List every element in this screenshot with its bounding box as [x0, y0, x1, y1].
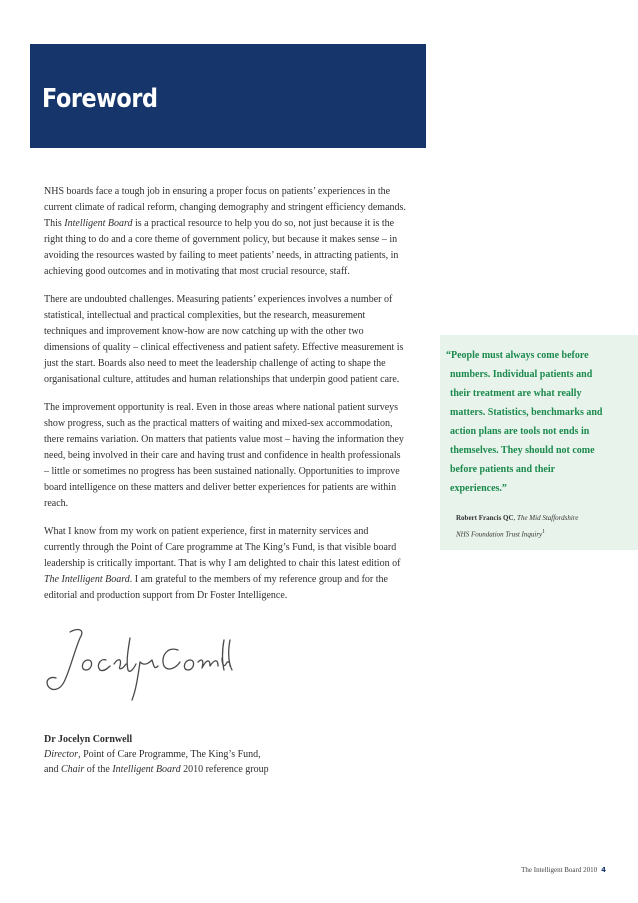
quote-sidebar	[440, 335, 638, 550]
paragraph-3: The improvement opportunity is real. Even in those areas where national patient surveys show progress, such as the practical matters of waiting and mixed-sex accommodation, there remains variation. On matters that patients value most – having the information they need, being involved in their care and having trust and confidence in health professionals – little or sometimes no progress has been sustained nationally. Opportunities to improve board intelligence on these matters and deliver better experiences for patients are within reach.	[44, 402, 404, 509]
page-footer	[486, 866, 606, 874]
p4-emphasis: The Intelligent Board	[44, 574, 130, 585]
page-number: 4	[601, 866, 606, 874]
handwritten-signature	[36, 620, 236, 704]
footnote-marker: 1	[542, 529, 546, 535]
page-title: Foreword	[42, 84, 158, 114]
attribution-separator: ,	[513, 514, 518, 522]
pull-quote: “People must always come before numbers. Individual patients and their treatment are what really matters. Statistics, benchmarks and action plans are tools not ends in themselves. They should not come before patients and their experiences.”	[446, 350, 603, 494]
body-text	[44, 184, 406, 616]
signer-block	[44, 732, 344, 777]
attribution-source-1: The Mid Staffordshire	[517, 514, 579, 522]
signer-title-line-1	[44, 747, 344, 762]
signer-of-the: of the	[84, 764, 113, 775]
signer-org: , Point of Care Programme, The King’s Fund,	[78, 749, 261, 760]
p4-text-b: . I am grateful to the members of my reference group and for the editorial and production support from Dr Foster Intelligence.	[44, 574, 388, 601]
signer-title-line-2	[44, 762, 344, 777]
signer-group: 2010 reference group	[180, 764, 269, 775]
paragraph-4	[44, 524, 406, 604]
p4-text-a: What I know from my work on patient experience, first in maternity services and currently through the Point of Care programme at The King’s Fund, is that visible board leadership is critically important. That is why I am delighted to chair this latest edition of	[44, 526, 401, 569]
attribution-name: Robert Francis QC	[456, 514, 514, 522]
signer-role: Director	[44, 749, 79, 760]
title-banner	[30, 44, 426, 148]
signer-name: Dr Jocelyn Cornwell	[44, 734, 133, 745]
quote-attribution	[456, 511, 632, 541]
p1-text-b: is a practical resource to help you do so, not just because it is the right thing to do and a core theme of government policy, but because it makes sense – in avoiding the resources wasted by failing to meet patients’ needs, in attracting patients, in achieving good outcomes and in motivating that most crucial resource, staff.	[44, 218, 399, 277]
signer-and: and	[44, 764, 61, 775]
paragraph-2: There are undoubted challenges. Measuring patients’ experiences involves a number of statistical, intellectual and practical complexities, but the research, measurement techniques and improvement know-how are now catching up with the other two dimensions of quality – clinical effectiveness and patient safety. Effective measurement is just the start. Boards also need to meet the leadership challenge of acting to shape the organisational culture, attitudes and human relationships that underpin good patient care.	[44, 294, 404, 385]
p1-emphasis: Intelligent Board	[64, 218, 133, 229]
p1-text-a: NHS boards face a tough job in ensuring a proper focus on patients’ experiences in the current climate of radical reform, changing demography and stringent efficiency demands. This	[44, 186, 406, 229]
signer-chair: Chair	[60, 764, 85, 775]
footer-title: The Intelligent Board 2010	[521, 866, 598, 874]
paragraph-1	[44, 184, 406, 280]
attribution-source-2: NHS Foundation Trust Inquiry	[456, 530, 543, 539]
signer-board: Intelligent Board	[112, 764, 181, 775]
